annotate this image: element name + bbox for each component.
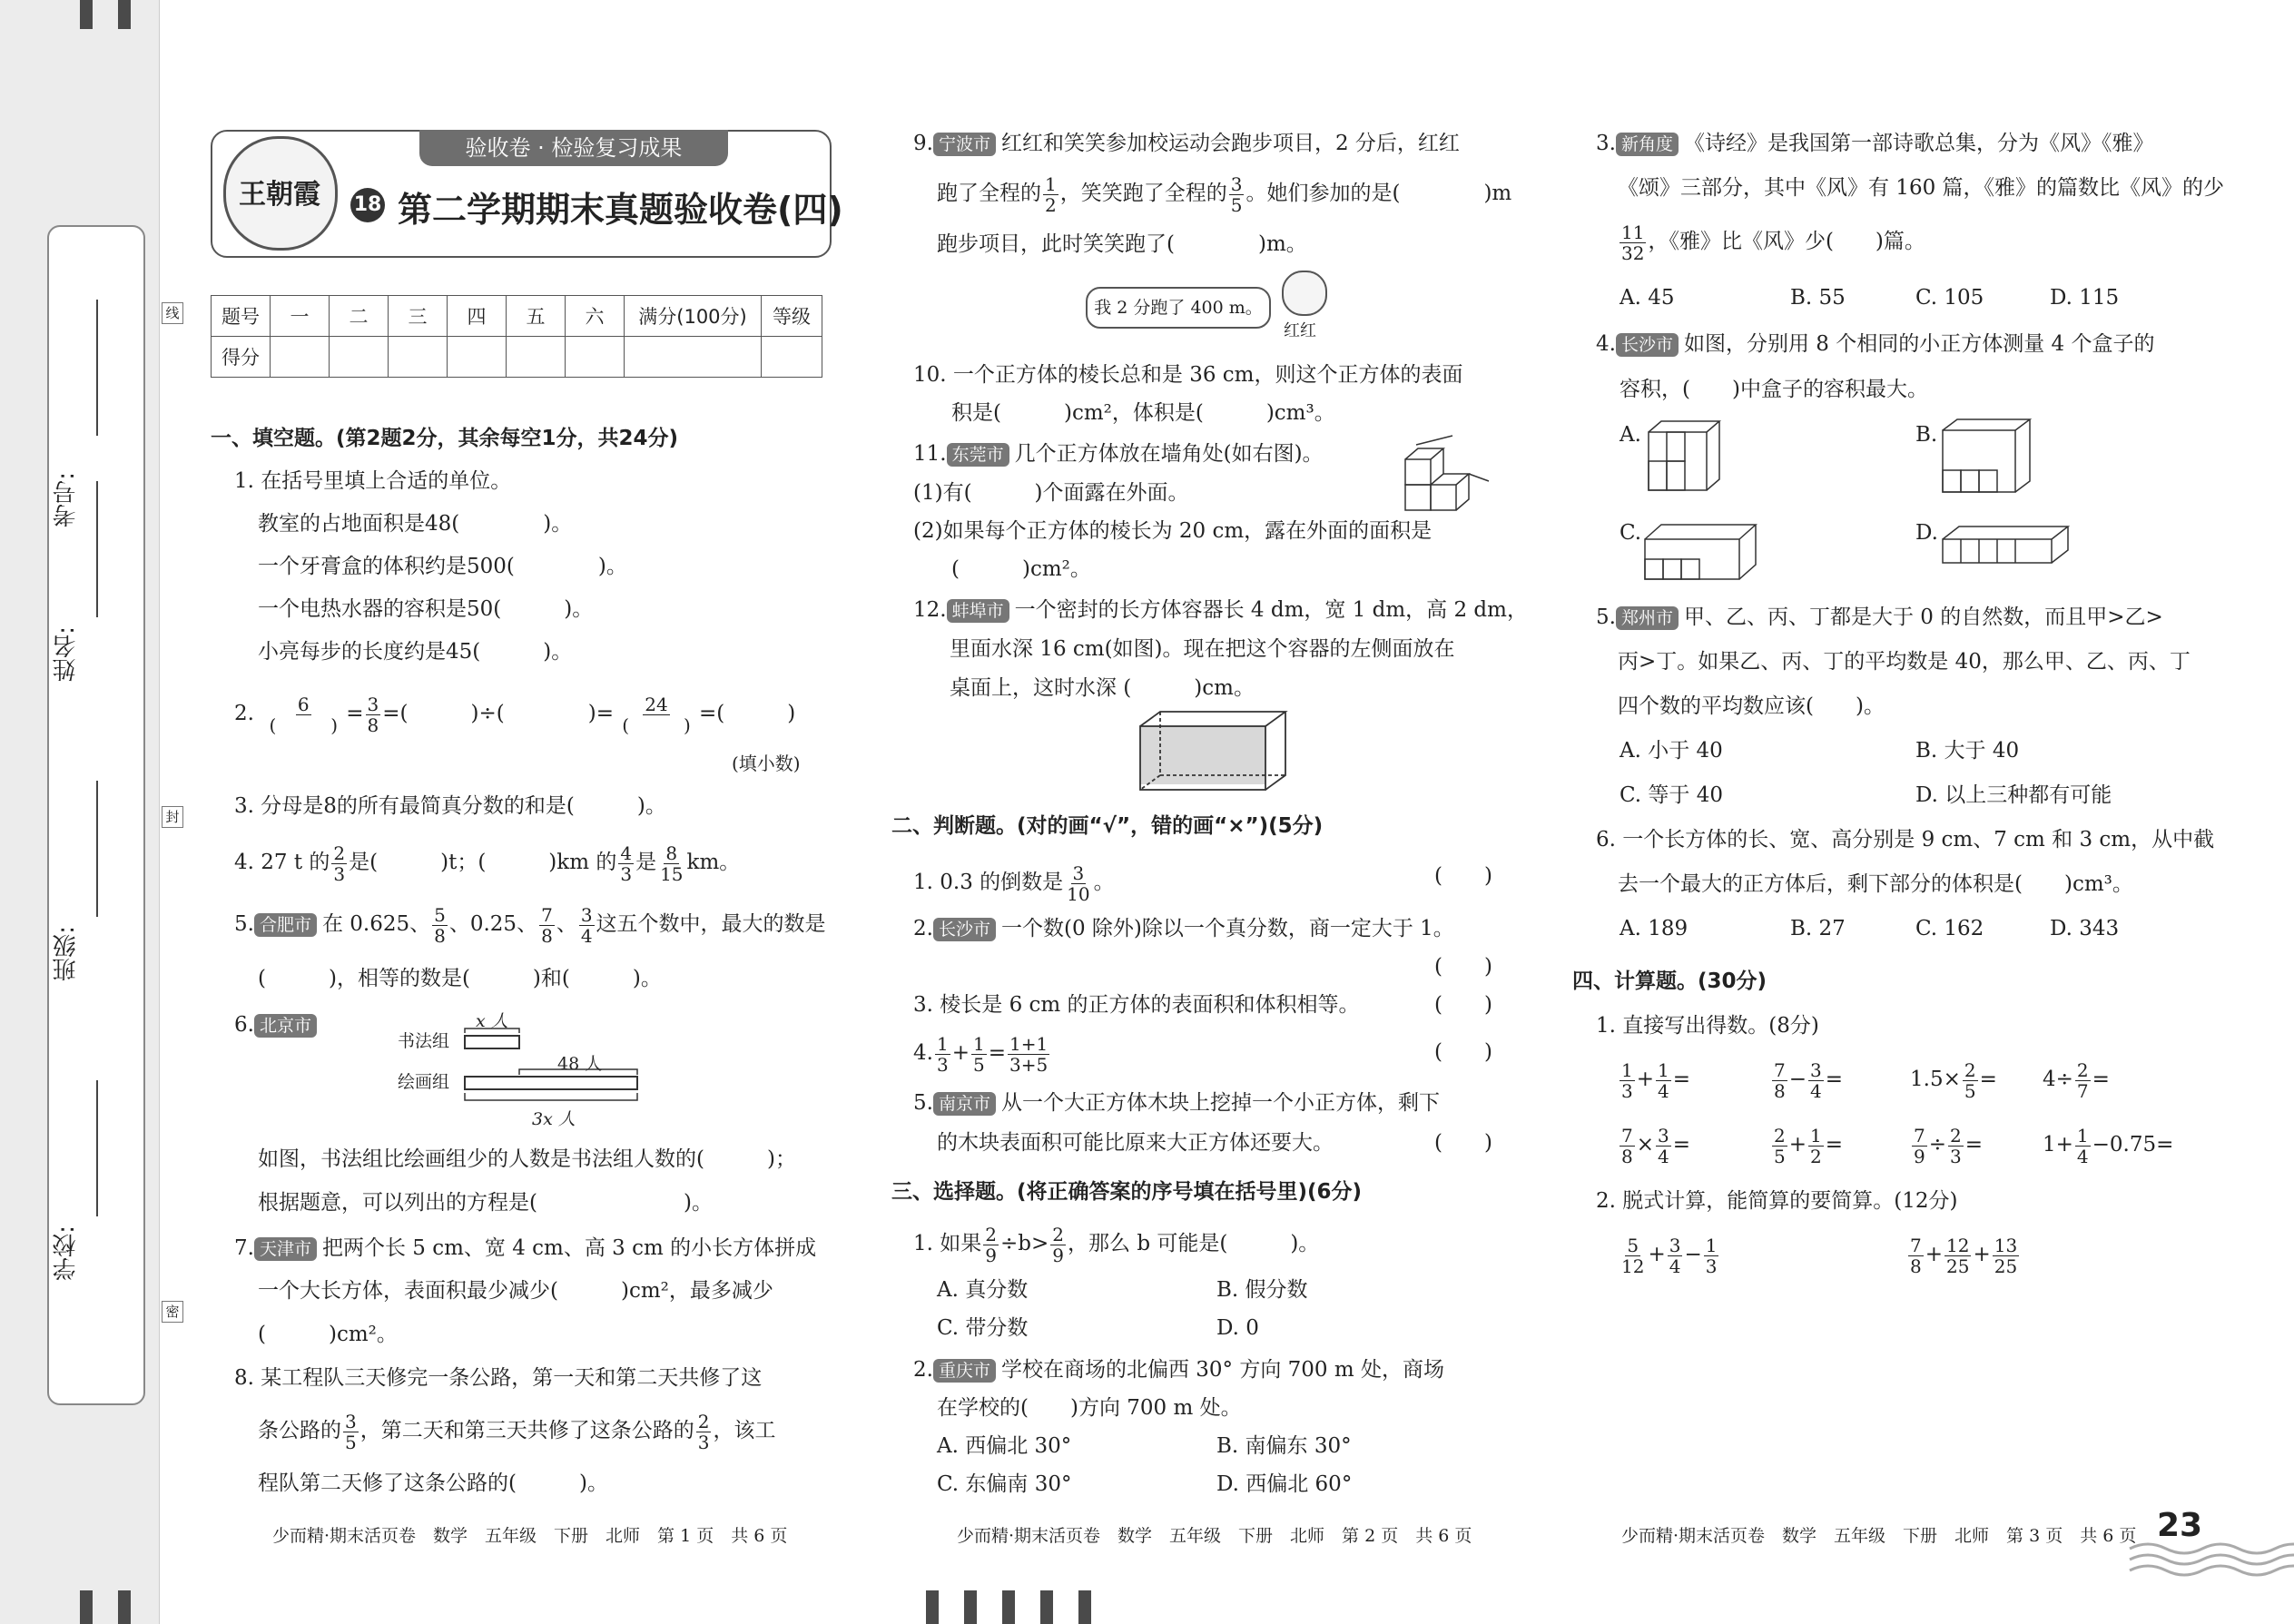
option-a[interactable]: A. 45: [1620, 286, 1675, 310]
operator: −: [1788, 1068, 1807, 1091]
question-8c: 程队第二天修了这条公路的( )。: [258, 1471, 608, 1495]
question-12b: 里面水深 16 cm(如图)。现在把这个容器的左侧面放在: [950, 637, 1455, 661]
option-a[interactable]: A. 真分数: [937, 1278, 1029, 1302]
denominator: 3: [333, 862, 346, 885]
denominator: 8: [434, 924, 446, 947]
operator: +: [1648, 1243, 1666, 1266]
numerator: 1: [1810, 1124, 1822, 1147]
numerator: 3: [1072, 861, 1085, 884]
question-9c: 跑步项目，此时笑笑跑了( )m。: [937, 232, 1307, 256]
denominator: 3: [1621, 1079, 1633, 1102]
denominator: 4: [580, 924, 593, 947]
equals: =: [1964, 1133, 1984, 1156]
q-number: 3.: [1596, 132, 1616, 155]
numerator: 2: [1774, 1124, 1786, 1147]
q-number: 2.: [913, 1358, 933, 1382]
q5-text: 这五个数中，最大的数是: [596, 912, 826, 936]
numerator: 3: [1810, 1058, 1822, 1081]
q8-text: 条公路的: [258, 1419, 341, 1442]
diagram-3x: 3x 人: [532, 1109, 576, 1129]
question-2: 2. $\frac{6}{( )}$ = $\frac{3}{8}$ =( )÷( )= $\frac{24}{( )}$ =( ): [234, 693, 796, 736]
denominator: 25: [1994, 1255, 2018, 1277]
denominator: 9: [985, 1244, 997, 1266]
calc-1-title: 1. 直接写出得数。(8分): [1596, 1014, 1819, 1038]
q2-end: =( ): [699, 702, 796, 725]
page-title: 第二学期期末真题验收卷(四): [398, 190, 843, 230]
section-3-title: 三、选择题。(将正确答案的序号填在括号里)(6分): [891, 1180, 1363, 1204]
denominator: 3: [1950, 1145, 1962, 1167]
class-label: 班级:: [53, 926, 80, 981]
question-6b: 根据题意，可以列出的方程是( )。: [258, 1191, 713, 1215]
choice-5c: 四个数的平均数应该( )。: [1618, 694, 1885, 718]
denominator: 15: [660, 862, 684, 885]
numerator: 2: [2076, 1058, 2089, 1081]
operator: +: [1788, 1133, 1807, 1156]
option-d[interactable]: D. 343: [2050, 917, 2120, 940]
q4-text: km。: [686, 851, 741, 874]
question-7c: ( )cm²。: [258, 1323, 398, 1346]
judge-3: 3. 棱长是 6 cm 的正方体的表面积和体积相等。: [913, 993, 1360, 1017]
equals: =: [1825, 1133, 1844, 1156]
question-11c: ( )cm²。: [951, 557, 1091, 581]
q8-text: ，该工: [713, 1419, 776, 1442]
numerator: 1: [936, 1032, 949, 1055]
numerator: 3: [1658, 1124, 1669, 1147]
option-b[interactable]: B.: [1915, 423, 1938, 447]
score-header: 三: [389, 296, 448, 337]
numerator: 3: [1230, 172, 1243, 195]
numerator: 2: [1052, 1223, 1065, 1245]
denominator: 3: [697, 1431, 710, 1453]
operator: ÷: [1928, 1133, 1947, 1156]
diagram-x: x 人: [476, 1011, 508, 1031]
numerator: 7: [541, 903, 553, 926]
seal-char: 线: [162, 302, 183, 324]
denominator: 3: [1705, 1255, 1718, 1277]
option-b[interactable]: B. 假分数: [1216, 1278, 1308, 1302]
operator: −: [1684, 1243, 1702, 1266]
numerator: 7: [1621, 1124, 1633, 1147]
equals: =: [1672, 1068, 1691, 1091]
denominator: 5: [345, 1431, 357, 1453]
c3-text: 《诗经》是我国第一部诗歌总集，分为《风》《雅》: [1683, 132, 2154, 155]
numerator: 3: [345, 1410, 357, 1432]
q11-text: 几个正方体放在墙角处(如右图)。: [1014, 442, 1324, 466]
numerator: 3: [367, 693, 379, 715]
choice-4b: 容积，( )中盒子的容积最大。: [1620, 378, 1928, 401]
numerator: 7: [1910, 1234, 1922, 1256]
region-tag: 合肥市: [254, 913, 317, 937]
numerator: 7: [1774, 1058, 1786, 1081]
q-number: 5.: [234, 912, 254, 936]
page-number: 23: [2157, 1507, 2203, 1544]
denominator: 9: [1914, 1145, 1925, 1167]
denominator: 4: [1658, 1145, 1669, 1167]
denominator: ( ): [269, 714, 339, 736]
option-d[interactable]: D.: [1915, 521, 1938, 545]
q-number: 5.: [913, 1091, 933, 1115]
region-tag: 天津市: [254, 1237, 317, 1261]
numerator: 3: [1669, 1234, 1681, 1256]
denominator: 4: [1669, 1255, 1681, 1277]
answer-paren[interactable]: ( ): [1434, 1131, 1492, 1155]
judge-5b: 的木块表面积可能比原来大正方体还要大。: [937, 1131, 1334, 1155]
question-8: 8. 某工程队三天修完一条公路，第一天和第二天共修了这: [234, 1366, 763, 1390]
q9-text: 。她们参加的是( )m: [1245, 182, 1512, 205]
operand: 4÷: [2043, 1068, 2073, 1091]
numerator: 5: [1627, 1234, 1639, 1256]
q7-text: 把两个长 5 cm、宽 4 cm、高 3 cm 的小长方体拼成: [321, 1236, 817, 1260]
option-a[interactable]: A. 西偏北 30°: [937, 1434, 1072, 1458]
seal-char: 封: [162, 806, 183, 828]
q4-text: 4. 27 t 的: [234, 851, 330, 874]
answer-paren[interactable]: ( ): [1434, 993, 1492, 1017]
option-d[interactable]: D. 以上三种都有可能: [1915, 783, 2112, 807]
q4-text: 是( )t；( )km 的: [349, 851, 617, 874]
numerator: 5: [434, 903, 446, 926]
operator: +: [1973, 1243, 1991, 1266]
score-header: 五: [507, 296, 566, 337]
q5-text: 、: [556, 912, 577, 936]
q12-text: 一个密封的长方体容器长 4 dm，宽 1 dm，高 2 dm，: [1014, 598, 1528, 622]
operator: +: [1925, 1243, 1944, 1266]
footer-page-2: 少而精·期末活页卷 数学 五年级 下册 北师 第 2 页 共 6 页: [957, 1526, 1472, 1546]
option-c[interactable]: C.: [1620, 521, 1642, 545]
exam-number-badge: 18: [350, 188, 385, 222]
j2-text: 一个数(0 除外)除以一个真分数，商一定大于 1。: [1000, 917, 1454, 940]
diagram-48: 48 人: [557, 1054, 603, 1074]
score-header: 满分(100分): [625, 296, 762, 337]
q5-text: 在 0.625、: [321, 912, 431, 936]
option-c[interactable]: C. 162: [1915, 917, 1984, 940]
q-number: 7.: [234, 1236, 254, 1260]
answer-paren[interactable]: ( ): [1434, 864, 1492, 888]
numerator: 1: [1658, 1058, 1669, 1081]
region-tag: 宁波市: [933, 133, 996, 156]
name-label: 姓名:: [53, 626, 80, 682]
score-header: 二: [330, 296, 389, 337]
region-tag: 新角度: [1616, 133, 1679, 156]
option-c[interactable]: C. 等于 40: [1620, 783, 1723, 807]
denominator: 8: [1910, 1255, 1922, 1277]
question-2-note: (填小数): [732, 753, 801, 774]
score-row-label: 得分: [212, 337, 271, 378]
score-header: 一: [271, 296, 330, 337]
c1-text: 1. 如果: [913, 1232, 982, 1255]
question-1b: 一个牙膏盒的体积约是500( )。: [258, 555, 627, 578]
denominator: 8: [1774, 1079, 1786, 1102]
option-d[interactable]: D. 0: [1216, 1316, 1259, 1340]
q-number: 4.: [913, 1041, 933, 1065]
c1-text: ÷b>: [1000, 1232, 1049, 1255]
denominator: 3: [936, 1053, 949, 1076]
numerator: 2: [1950, 1124, 1962, 1147]
c4-text: 如图，分别用 8 个相同的小正方体测量 4 个盒子的: [1683, 332, 2155, 356]
answer-paren[interactable]: ( ): [1434, 1040, 1492, 1064]
q-number: 9.: [913, 132, 933, 155]
number-label: 考号:: [53, 472, 80, 527]
option-c[interactable]: C. 105: [1915, 286, 1984, 310]
numerator: 1: [1705, 1234, 1718, 1256]
question-10b: 积是( )cm²，体积是( )cm³。: [951, 401, 1335, 425]
speech-bubble: 我 2 分跑了 400 m。: [1086, 287, 1271, 329]
question-10: 10. 一个正方体的棱长总和是 36 cm，则这个正方体的表面: [913, 363, 1463, 387]
denominator: 4: [1810, 1079, 1822, 1102]
banner: 验收卷 · 检验复习成果: [419, 130, 728, 166]
j5-text: 从一个大正方体木块上挖掉一个小正方体，剩下: [1000, 1091, 1440, 1115]
option-d[interactable]: D. 115: [2050, 286, 2120, 310]
school-label: 学校:: [53, 1225, 80, 1281]
equals: =: [1979, 1068, 1997, 1091]
region-tag: 东莞市: [947, 443, 1009, 467]
diagram-label-calligraphy: 书法组: [398, 1031, 450, 1051]
denominator: 8: [541, 924, 553, 947]
operator: ×: [1636, 1133, 1655, 1156]
publisher-logo: 王朝霞: [223, 136, 338, 251]
question-1c: 一个电热水器的容积是50( )。: [258, 597, 594, 621]
region-tag: 南京市: [933, 1092, 996, 1116]
denominator: 10: [1067, 882, 1090, 905]
region-tag: 重庆市: [933, 1359, 996, 1383]
denominator: 4: [1658, 1079, 1669, 1102]
q-number: 2.: [234, 702, 254, 725]
numerator: 11: [1621, 221, 1645, 243]
question-3: 3. 分母是8的所有最简真分数的和是( )。: [234, 794, 666, 818]
denominator: 9: [1052, 1244, 1065, 1266]
numerator: 3: [580, 903, 593, 926]
denominator: 8: [367, 714, 379, 736]
q5-text: 、0.25、: [448, 912, 538, 936]
option-a[interactable]: A. 小于 40: [1620, 739, 1723, 763]
q9-text: 红红和笑笑参加校运动会跑步项目，2 分后，红红: [1000, 132, 1460, 155]
score-header: 题号: [212, 296, 271, 337]
choice-3b: 《颂》三部分，其中《风》有 160 篇，《雅》的篇数比《风》的少: [1618, 176, 2225, 200]
score-header: 六: [566, 296, 625, 337]
q-number: 5.: [1596, 605, 1616, 629]
judge-4: 4. $\frac{1}{3}$ + $\frac{1}{5}$ = $\frac{1+1}{3+5}$: [913, 1032, 1049, 1076]
section-1-title: 一、填空题。(第2题2分，其余每空1分，共24分): [211, 427, 679, 450]
question-7b: 一个大长方体，表面积最少减少( )cm²，最多减少: [258, 1279, 773, 1303]
region-tag: 蚌埠市: [947, 599, 1009, 623]
numerator: 1: [2076, 1124, 2089, 1147]
option-b[interactable]: B. 55: [1790, 286, 1846, 310]
section-4-title: 四、计算题。(30分): [1572, 969, 1767, 993]
q-number: 6.: [234, 1013, 254, 1037]
denominator: 5: [1230, 193, 1243, 216]
equals: =: [1825, 1068, 1844, 1091]
denominator: ( ): [622, 714, 691, 736]
numerator: 1: [1621, 1058, 1633, 1081]
footer-page-3: 少而精·期末活页卷 数学 五年级 下册 北师 第 3 页 共 6 页: [1621, 1526, 2137, 1546]
option-c[interactable]: C. 东偏南 30°: [937, 1472, 1072, 1496]
choice-2b: 在学校的( )方向 700 m 处。: [937, 1396, 1242, 1420]
denominator: 3: [620, 862, 633, 885]
denominator: 4: [2076, 1145, 2089, 1167]
denominator: 5: [1964, 1079, 1976, 1102]
question-5b: ( )，相等的数是( )和( )。: [258, 967, 662, 990]
choice-5b: 丙>丁。如果乙、丙、丁的平均数是 40，那么甲、乙、丙、丁: [1618, 650, 2191, 674]
numerator: 13: [1994, 1234, 2018, 1256]
q-number: 2.: [913, 917, 933, 940]
option-a[interactable]: A. 189: [1620, 917, 1689, 940]
q9-text: ，笑笑跑了全程的: [1059, 182, 1227, 205]
denominator: 3+5: [1009, 1053, 1049, 1076]
footer-page-1: 少而精·期末活页卷 数学 五年级 下册 北师 第 1 页 共 6 页: [272, 1526, 788, 1546]
q8-text: ，第二天和第三天共修了这条公路的: [359, 1419, 694, 1442]
equals: =: [1672, 1133, 1691, 1156]
numerator: 1: [972, 1032, 985, 1055]
option-c[interactable]: C. 带分数: [937, 1316, 1029, 1340]
q-number: 11.: [913, 442, 947, 466]
numerator: 12: [1946, 1234, 1970, 1256]
j1-text: 。: [1093, 871, 1115, 894]
question-1: 1. 在括号里填上合适的单位。: [234, 469, 512, 493]
c3-text: ，《雅》比《风》少( )篇。: [1648, 230, 1925, 253]
score-header: 等级: [762, 296, 822, 337]
numerator: 1: [1045, 172, 1057, 195]
numerator: 2: [697, 1410, 710, 1432]
numerator: 6: [297, 693, 310, 715]
option-b[interactable]: B. 27: [1790, 917, 1846, 940]
option-b[interactable]: B. 南偏东 30°: [1216, 1434, 1352, 1458]
numerator: 24: [645, 693, 668, 715]
numerator: 1+1: [1009, 1032, 1049, 1055]
answer-paren[interactable]: ( ): [1434, 955, 1492, 979]
denominator: 2: [1810, 1145, 1822, 1167]
denominator: 7: [2076, 1079, 2089, 1102]
denominator: 5: [972, 1053, 985, 1076]
region-tag: 长沙市: [1616, 333, 1679, 357]
denominator: 8: [1621, 1145, 1633, 1167]
q-number: 4.: [1596, 332, 1616, 356]
denominator: 5: [1774, 1145, 1786, 1167]
question-11b: (2)如果每个正方体的棱长为 20 cm，露在外面的面积是: [913, 519, 1433, 543]
operand: 1+: [2043, 1133, 2073, 1156]
question-6a: 如图，书法组比绘画组少的人数是书法组人数的( )；: [258, 1147, 796, 1171]
denominator: 12: [1621, 1255, 1645, 1277]
region-tag: 北京市: [254, 1014, 317, 1038]
region-tag: 郑州市: [1616, 606, 1679, 630]
question-1a: 教室的占地面积是48( )。: [258, 512, 573, 536]
region-tag: 长沙市: [933, 918, 996, 941]
girl-name: 红红: [1284, 321, 1316, 340]
section-2-title: 二、判断题。(对的画“√”，错的画“×”)(5分): [891, 814, 1324, 838]
denominator: 32: [1621, 241, 1645, 264]
denominator: 25: [1946, 1255, 1970, 1277]
choice-6: 6. 一个长方体的长、宽、高分别是 9 cm、7 cm 和 3 cm，从中截: [1596, 828, 2215, 851]
numerator: 8: [665, 842, 678, 864]
numerator: 2: [1964, 1058, 1976, 1081]
equals: =: [2092, 1068, 2110, 1091]
seal-char: 密: [162, 1301, 183, 1323]
q-number: 12.: [913, 598, 947, 622]
question-11a: (1)有( )个面露在外面。: [913, 481, 1189, 505]
option-a[interactable]: A.: [1620, 423, 1641, 447]
numerator: 2: [333, 842, 346, 864]
q9-text: 跑了全程的: [937, 182, 1041, 205]
operator: +: [1636, 1068, 1655, 1091]
diagram-label-painting: 绘画组: [398, 1072, 450, 1092]
question-12c: 桌面上，这时水深 ( )cm。: [950, 676, 1255, 700]
score-header: 四: [448, 296, 507, 337]
choice-6b: 去一个最大的正方体后，剩下部分的体积是( )cm³。: [1618, 872, 2133, 896]
calc-2-title: 2. 脱式计算，能简算的要简算。(12分): [1596, 1189, 1958, 1213]
denominator: 2: [1045, 193, 1057, 216]
numerator: 2: [985, 1223, 997, 1245]
q2-mid: =( )÷( )=: [382, 702, 614, 725]
option-d[interactable]: D. 西偏北 60°: [1216, 1472, 1353, 1496]
numerator: 7: [1914, 1124, 1925, 1147]
question-1d: 小亮每步的长度约是45( )。: [258, 640, 573, 664]
c5-text: 甲、乙、丙、丁都是大于 0 的自然数，而且甲>乙>: [1683, 605, 2163, 629]
q4-text: 是: [635, 851, 657, 874]
c1-text: ，那么 b 可能是( )。: [1068, 1232, 1320, 1255]
j1-text: 1. 0.3 的倒数是: [913, 871, 1064, 894]
operand: 1.5×: [1910, 1068, 1961, 1091]
numerator: 4: [620, 842, 633, 864]
c2-text: 学校在商场的北偏西 30° 方向 700 m 处，商场: [1000, 1358, 1444, 1382]
option-b[interactable]: B. 大于 40: [1915, 739, 2020, 763]
operand: −0.75=: [2092, 1133, 2174, 1156]
